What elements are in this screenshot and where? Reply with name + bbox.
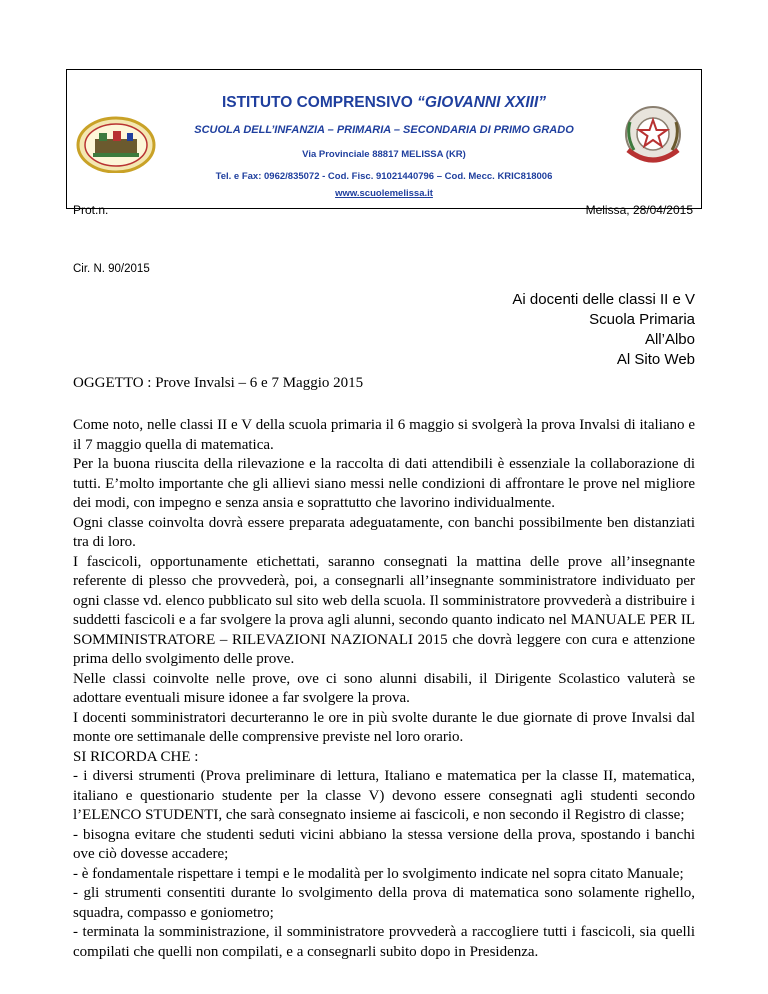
reminder-item: - i diversi strumenti (Prova preliminare di lettura, Italiano e matematica per la classe II, matematica, italiano e questionario studente per la classe V) devono essere consegnati agli studenti secondo l’ELENCO STUDENTI, che sarà consegnato insieme ai fascicoli, e non secondo il Registro di classe; [73, 768, 695, 823]
body-paragraph: I docenti somministratori decurteranno le ore in più svolte durante le due giornate di prove Invalsi dal monte ore settimanale delle comprensive previste nel loro orario. [73, 709, 695, 745]
reminder-item: - bisogna evitare che studenti seduti vicini abbiano la stessa versione della prova, spostando i banchi ove ciò dovesse accadere; [73, 826, 695, 862]
letterhead-box [66, 69, 702, 209]
recipient-line: Al Sito Web [616, 351, 695, 368]
reminder-item: - terminata la somministrazione, il somministratore provvederà a raccogliere tutti i fascicoli, sia quelli compilati che quelli non compilati, e a consegnarli subito dopo in Presidenza. [73, 924, 695, 960]
recipient-line: Ai docenti delle classi II e V [512, 291, 695, 308]
body-paragraph: Nelle classi coinvolte nelle prove, ove ci sono alunni disabili, il Dirigente Scolastico valuterà se adottare eventuali misure idonee a far svolgere la prova. [73, 670, 695, 706]
school-levels: SCUOLA DELL’INFANZIA – PRIMARIA – SECONDARIA DI PRIMO GRADO [194, 124, 574, 136]
letter-body [73, 416, 695, 962]
protocol-number: Prot.n. [73, 203, 109, 217]
school-website-link[interactable]: www.scuolemelissa.it [335, 188, 433, 199]
body-paragraph: Come noto, nelle classi II e V della scuola primaria il 6 maggio si svolgerà la prova Invalsi di italiano e il 7 maggio quella di matematica. [73, 417, 695, 453]
reminder-heading: SI RICORDA CHE : [73, 748, 199, 765]
school-logo-icon [75, 113, 157, 173]
italian-republic-emblem-icon [618, 100, 688, 172]
school-address: Via Provinciale 88817 MELISSA (KR) [302, 149, 466, 160]
school-name: ISTITUTO COMPRENSIVO “GIOVANNI XXIII” [221, 94, 547, 111]
body-paragraph: Per la buona riuscita della rilevazione e la raccolta di dati attendibili è essenziale la collaborazione di tutti. E’molto importante che gli allievi siano messi nelle condizioni di affrontare le prove nel migliore dei modi, con impegno e senza ansia e soprattutto che lavorino individualmente. [73, 456, 695, 511]
letter-date: Melissa, 28/04/2015 [585, 203, 693, 217]
circular-number: Cir. N. 90/2015 [73, 263, 150, 275]
school-contacts: Tel. e Fax: 0962/835072 - Cod. Fisc. 91021440796 – Cod. Mecc. KRIC818006 [215, 171, 553, 182]
reminder-item: - è fondamentale rispettare i tempi e le modalità per lo svolgimento indicate nel sopra citato Manuale; [73, 865, 684, 882]
recipient-line: All’Albo [644, 331, 695, 348]
subject-line: OGGETTO : Prove Invalsi – 6 e 7 Maggio 2015 [73, 375, 364, 391]
body-paragraph: I fascicoli, opportunamente etichettati, saranno consegnati la mattina delle prove all’insegnante referente di plesso che provvederà, poi, a consegnarli all’insegnante somministratore individuato per ogni classe vd. elenco pubblicato sul sito web della scuola. Il somministratore provvederà a distribuire i suddetti fascicoli e a far svolgere la prova agli alunni, secondo quanto indicato nel MANUALE PER IL SOMMINISTRATORE – RILEVAZIONI NAZIONALI 2015 che dovrà leggere con cura e attenzione prima dello svolgimento delle prove. [73, 553, 695, 667]
recipients-block [512, 290, 695, 370]
body-paragraph: Ogni classe coinvolta dovrà essere preparata adeguatamente, con banchi possibilmente ben distanziati tra di loro. [73, 514, 695, 550]
recipient-line: Scuola Primaria [589, 311, 695, 328]
reminder-item: - gli strumenti consentiti durante lo svolgimento della prova di matematica sono solamente righello, squadra, compasso e goniometro; [73, 885, 695, 921]
